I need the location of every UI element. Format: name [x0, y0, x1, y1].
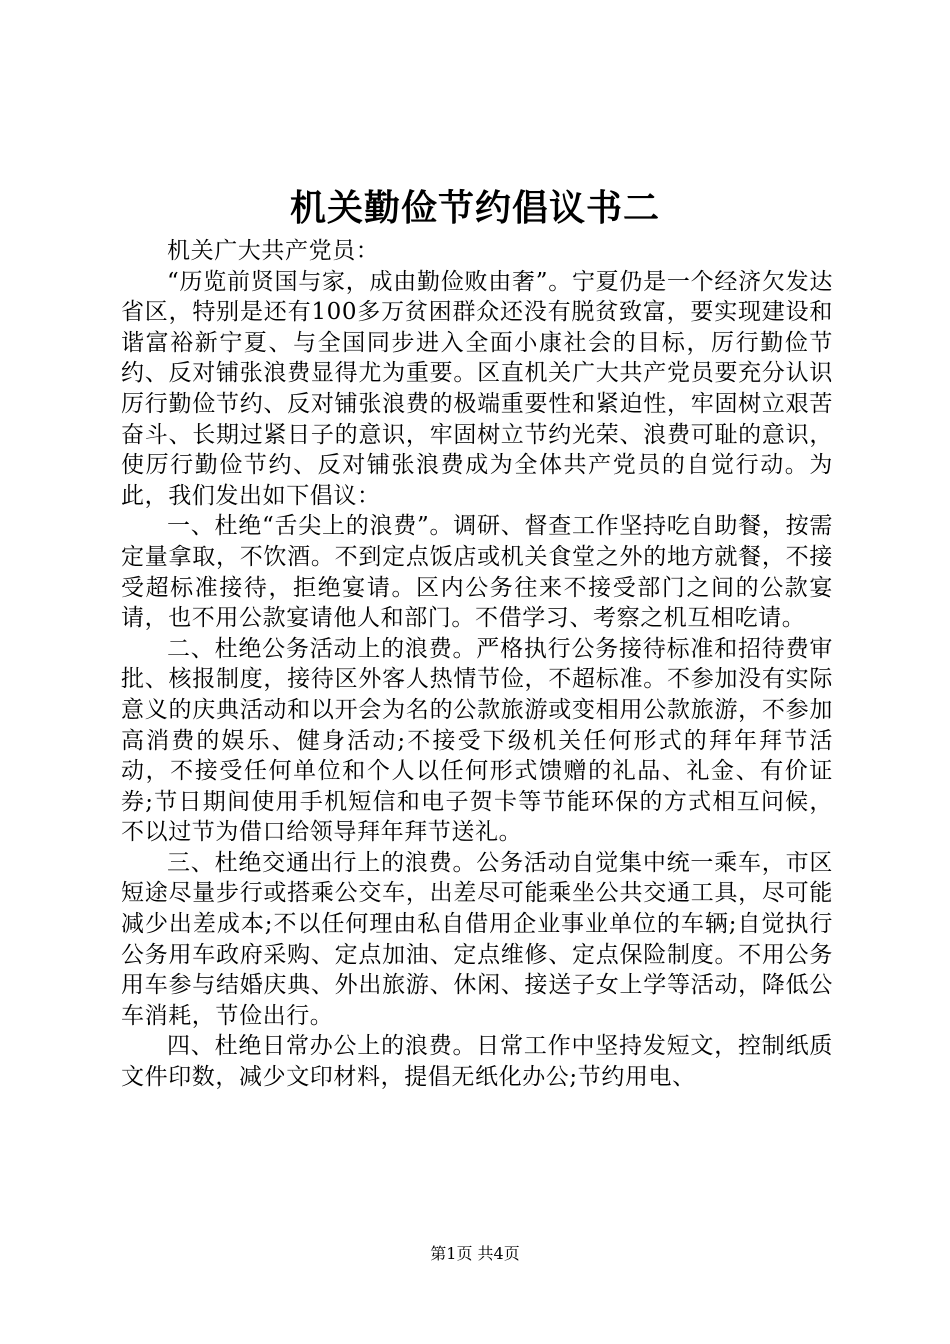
paragraph-item-1: 一、杜绝“舌尖上的浪费”。调研、督查工作坚持吃自助餐，按需定量拿取，不饮酒。不到定点饭店或机关食堂之外的地方就餐，不接受超标准接待，拒绝宴请。区内公务往来不接受部门之间的公款宴请，也不用公款宴请他人和部门。不借学习、考察之机互相吃请。 [121, 513, 833, 632]
salutation: 机关广大共产党员： [167, 238, 380, 264]
paragraph-item-2: 二、杜绝公务活动上的浪费。严格执行公务接待标准和招待费审批、核报制度，接待区外客人热情节俭，不超标准。不参加没有实际意义的庆典活动和以开会为名的公款旅游或变相用公款旅游，不参加高消费的娱乐、健身活动;不接受下级机关任何形式的拜年拜节活动，不接受任何单位和个人以任何形式馈赠的礼品、礼金、有价证券;节日期间使用手机短信和电子贺卡等节能环保的方式相互问候，不以过节为借口给领导拜年拜节送礼。 [121, 635, 833, 846]
document-body [121, 236, 833, 1093]
paragraph-item-4: 四、杜绝日常办公上的浪费。日常工作中坚持发短文，控制纸质文件印数，减少文印材料，提倡无纸化办公;节约用电、 [121, 1033, 833, 1091]
document-title: 机关勤俭节约倡议书二 [289, 187, 660, 229]
paragraph-item-3: 三、杜绝交通出行上的浪费。公务活动自觉集中统一乘车，市区短途尽量步行或搭乘公交车，出差尽可能乘坐公共交通工具，尽可能减少出差成本;不以任何理由私自借用企业事业单位的车辆;自觉执行公务用车政府采购、定点加油、定点维修、定点保险制度。不用公务用车参与结婚庆典、外出旅游、休闲、接送子女上学等活动，降低公车消耗，节俭出行。 [121, 849, 833, 1029]
page-number: 第1页 共4页 [430, 1244, 520, 1263]
paragraph-intro: “历览前贤国与家，成由勤俭败由奢”。宁夏仍是一个经济欠发达省区，特别是还有100多万贫困群众还没有脱贫致富，要实现建设和谐富裕新宁夏、与全国同步进入全面小康社会的目标，厉行勤俭节约、反对铺张浪费显得尤为重要。区直机关广大共产党员要充分认识厉行勤俭节约、反对铺张浪费的极端重要性和紧迫性，牢固树立艰苦奋斗、长期过紧日子的意识，牢固树立节约光荣、浪费可耻的意识，使厉行勤俭节约、反对铺张浪费成为全体共产党员的自觉行动。为此，我们发出如下倡议： [121, 268, 833, 509]
